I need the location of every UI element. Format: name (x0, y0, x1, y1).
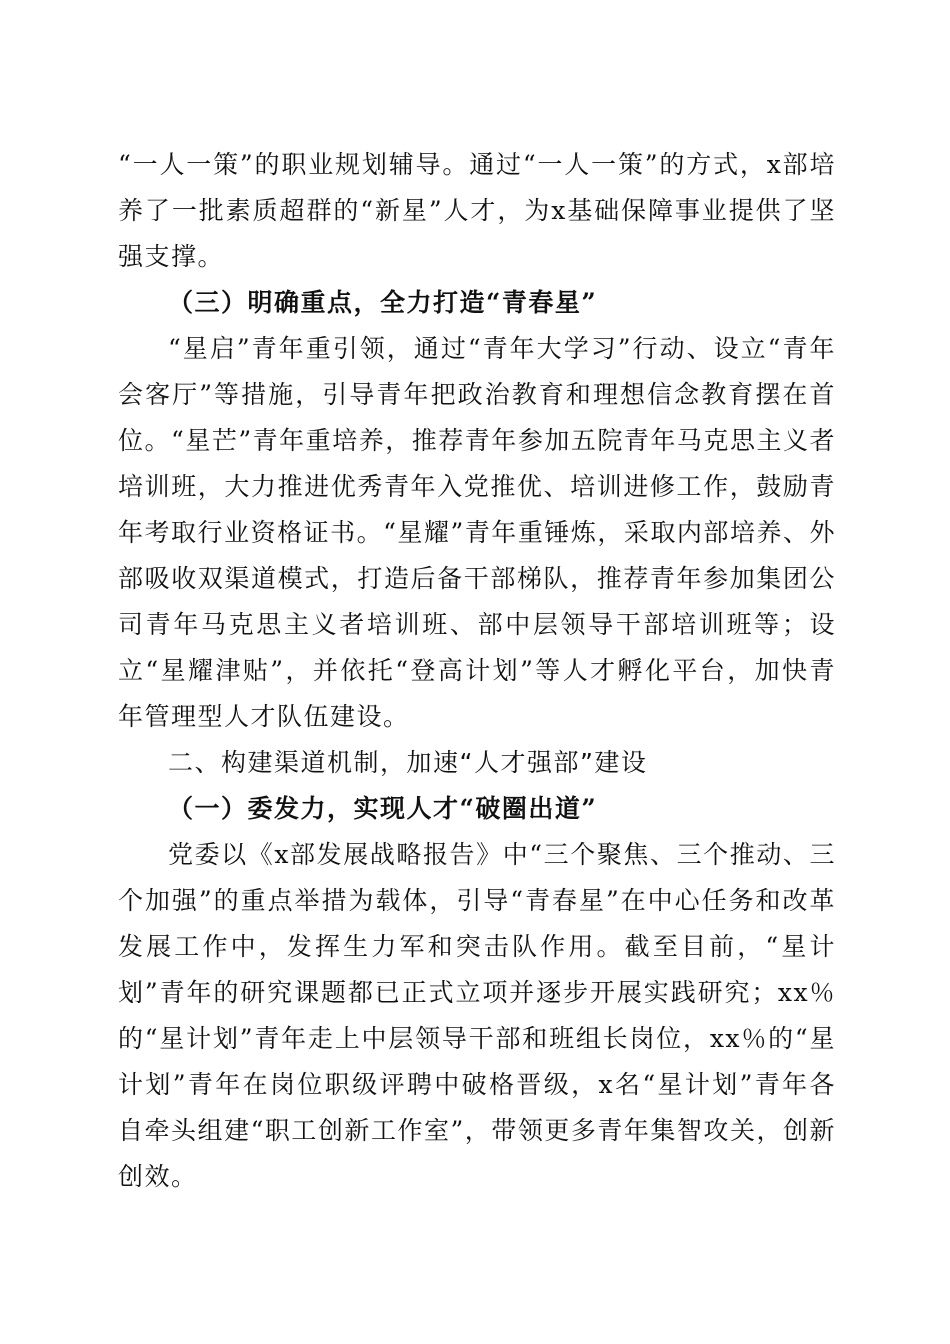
document-body (118, 142, 836, 1200)
subheading-one: （一）委发力，实现人才“破圈出道” (168, 794, 598, 823)
paragraph-youth-stars: “星启”青年重引领，通过“青年大学习”行动、设立“青年会客厅”等措施，引导青年把政治教育和理想信念教育摆在首位。“星芒”青年重培养，推荐青年参加五院青年马克思主义者培训班，大力推进优秀青年入党推优、培训进修工作，鼓励青年考取行业资格证书。“星耀”青年重锤炼，采取内部培养、外部吸收双渠道模式，打造后备干部梯队，推荐青年参加集团公司青年马克思主义者培训班、部中层领导干部培训班等；设立“星耀津贴”，并依托“登高计划”等人才孵化平台，加快青年管理型人才队伍建设。 (118, 334, 836, 731)
paragraph-party-committee: 党委以《x部发展战略报告》中“三个聚焦、三个推动、三个加强”的重点举措为载体，引导“青春星”在中心任务和改革发展工作中，发挥生力军和突击队作用。截至目前，“星计划”青年的研究课题都已正式立项并逐步开展实践研究；xx％的“星计划”青年走上中层领导干部和班组长岗位，xx％的“星计划”青年在岗位职级评聘中破格晋级，x名“星计划”青年各自牵头组建“职工创新工作室”，带领更多青年集智攻关，创新创效。 (118, 840, 836, 1191)
subheading-three: （三）明确重点，全力打造“青春星” (168, 288, 598, 317)
paragraph-continuation: “一人一策”的职业规划辅导。通过“一人一策”的方式，x部培养了一批素质超群的“新星”人才，为x基础保障事业提供了坚强支撑。 (118, 150, 836, 271)
section-heading-two: 二、构建渠道机制，加速“人才强部”建设 (168, 748, 648, 777)
